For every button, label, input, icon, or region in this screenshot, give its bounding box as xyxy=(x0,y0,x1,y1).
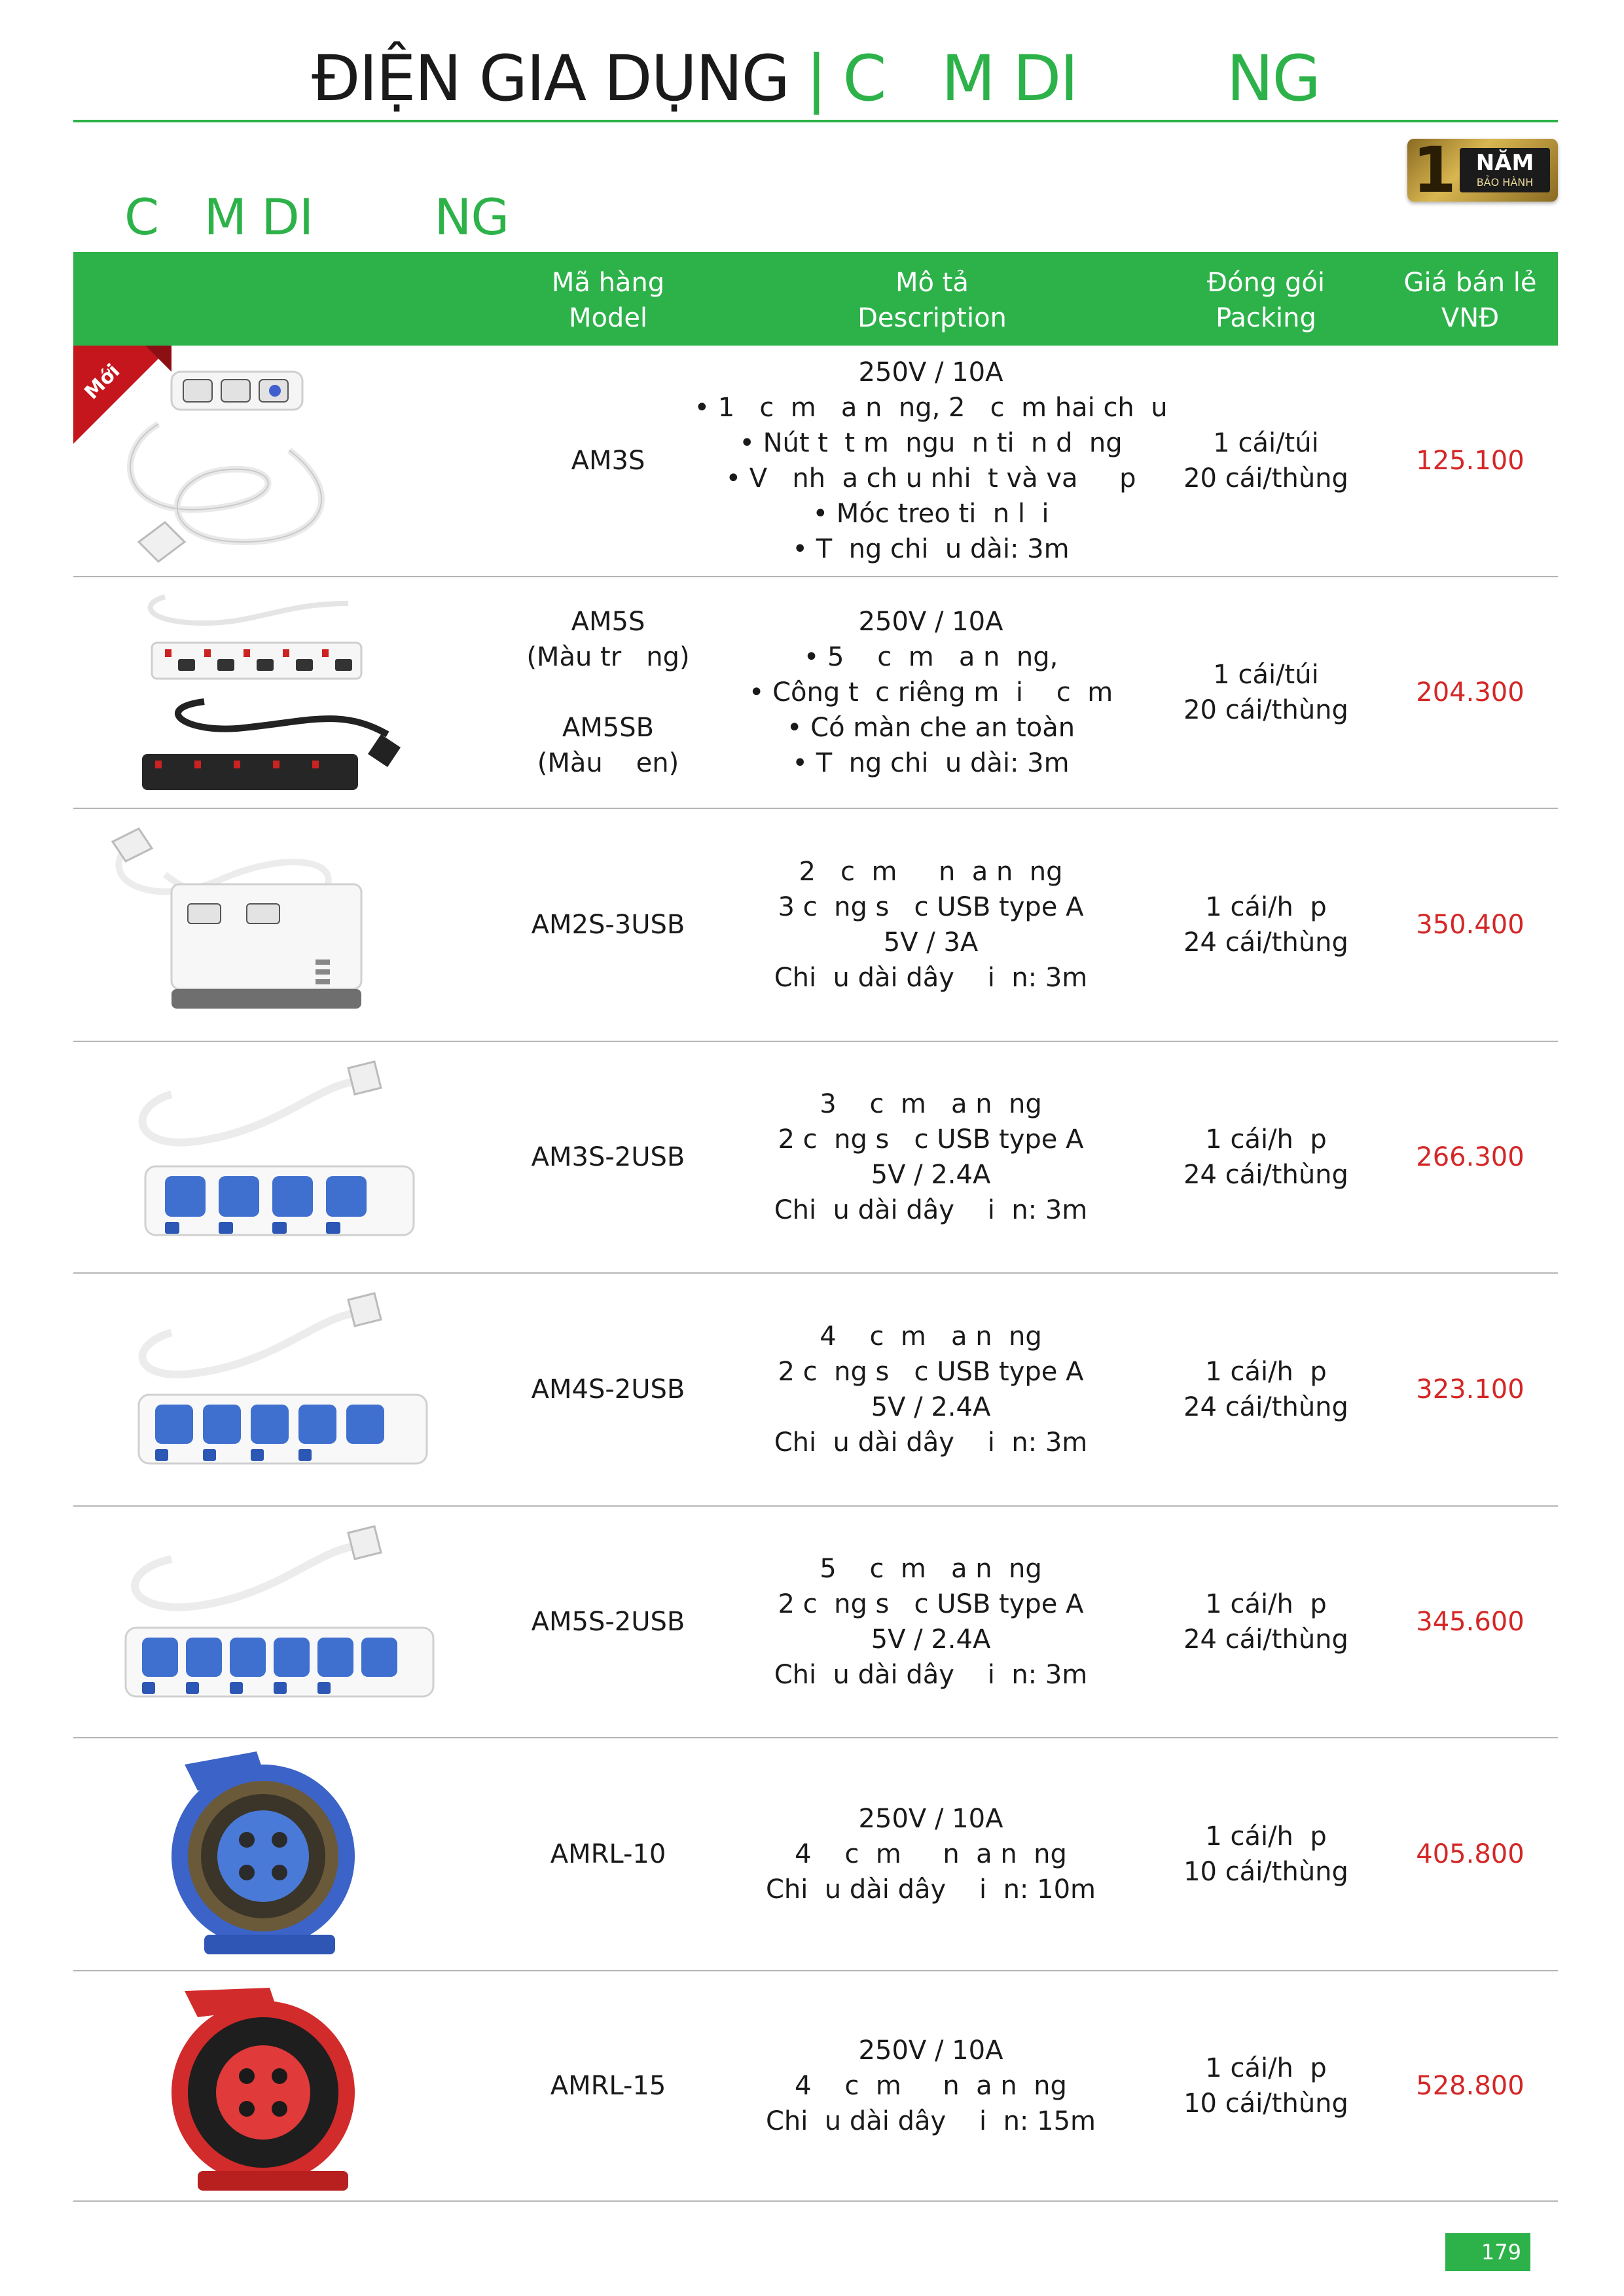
table-row xyxy=(73,1971,1558,2202)
product-price: 204.300 xyxy=(1416,677,1525,708)
section-title: C M DI NG xyxy=(124,188,509,246)
product-model: AM5S (Màu tr ng) AM5SB (Màu en) xyxy=(526,607,690,778)
warranty-number: 1 xyxy=(1413,134,1456,207)
product-model: AM2S-3USB xyxy=(531,910,685,940)
product-packing: 1 cái/túi 20 cái/thùng xyxy=(1183,428,1348,493)
product-model: AM5S-2USB xyxy=(531,1607,685,1637)
table-row xyxy=(73,577,1558,809)
product-price: 345.600 xyxy=(1416,1607,1525,1637)
product-model: AMRL-10 xyxy=(550,1839,666,1869)
product-price: 266.300 xyxy=(1416,1142,1525,1172)
product-price: 350.400 xyxy=(1416,910,1525,940)
product-packing: 1 cái/h p 24 cái/thùng xyxy=(1183,1589,1348,1655)
power-strip-image xyxy=(73,1274,440,1505)
product-description: 250V / 10A • 1 c m a n ng, 2 c m hai ch u • Nút t t m ngu n ti n d ng • V nh a ch u nhi t và va p • Móc treo ti n l i • T ng chi u dài: 3m xyxy=(694,357,1168,564)
product-description: 5 c m a n ng 2 c ng s c USB type A 5V / 2.4A Chi u dài dây i n: 3m xyxy=(774,1554,1088,1690)
product-description: 250V / 10A 4 c m n a n ng Chi u dài dây i n: 15m xyxy=(765,2036,1096,2136)
page-number: 179 xyxy=(1445,2233,1530,2271)
product-model: AM4S-2USB xyxy=(531,1374,685,1405)
product-packing: 1 cái/h p 10 cái/thùng xyxy=(1183,2053,1348,2119)
product-image xyxy=(73,1971,440,2200)
column-header-price: Giá bán lẻ VNĐ xyxy=(1403,268,1537,333)
page-title-separator: | xyxy=(806,42,826,115)
product-packing: 1 cái/túi 20 cái/thùng xyxy=(1183,660,1348,725)
product-description: 2 c m n a n ng 3 c ng s c USB type A 5V / 3A Chi u dài dây i n: 3m xyxy=(774,857,1088,993)
warranty-unit: NĂM xyxy=(1475,150,1534,176)
page-title xyxy=(73,39,1558,118)
header-divider xyxy=(73,120,1558,122)
product-model: AM3S xyxy=(571,446,645,476)
product-image xyxy=(73,577,440,808)
product-price: 405.800 xyxy=(1416,1839,1525,1869)
product-packing: 1 cái/h p 24 cái/thùng xyxy=(1183,892,1348,958)
product-description: 250V / 10A • 5 c m a n ng, • Công t c riêng m i c m • Có màn che an toàn • T ng chi u dài: 3m xyxy=(748,607,1113,778)
product-image xyxy=(73,1507,440,1737)
power-strip-image xyxy=(73,1042,440,1272)
warranty-badge xyxy=(1407,134,1558,207)
power-strip-image xyxy=(73,1507,440,1737)
page-header xyxy=(73,26,1558,124)
power-strip-image xyxy=(73,346,440,576)
cable-reel-image xyxy=(73,1738,440,1970)
product-description: 250V / 10A 4 c m n a n ng Chi u dài dây i n: 10m xyxy=(765,1804,1096,1905)
product-price: 323.100 xyxy=(1416,1374,1525,1405)
table-row xyxy=(73,1738,1558,1971)
product-packing: 1 cái/h p 10 cái/thùng xyxy=(1183,1821,1348,1887)
product-description: 3 c m a n ng 2 c ng s c USB type A 5V / 2.4A Chi u dài dây i n: 3m xyxy=(774,1089,1088,1225)
product-packing: 1 cái/h p 24 cái/thùng xyxy=(1183,1124,1348,1190)
product-description: 4 c m a n ng 2 c ng s c USB type A 5V / 2.4A Chi u dài dây i n: 3m xyxy=(774,1321,1088,1458)
page-title-category: C M DI NG xyxy=(842,42,1320,115)
column-header-packing: Đóng gói Packing xyxy=(1207,268,1325,333)
cable-reel-image xyxy=(73,1971,440,2200)
product-image xyxy=(73,809,440,1041)
product-image xyxy=(73,1274,440,1505)
table-row xyxy=(73,346,1558,577)
product-image xyxy=(73,346,440,576)
table-row xyxy=(73,1274,1558,1507)
column-header-model: Mã hàng Model xyxy=(551,268,665,333)
power-strip-image xyxy=(73,809,440,1041)
product-price: 125.100 xyxy=(1416,446,1525,476)
table-row xyxy=(73,809,1558,1042)
table-header xyxy=(73,252,1558,346)
product-model: AM3S-2USB xyxy=(531,1142,685,1172)
power-strip-image xyxy=(73,577,440,808)
product-image xyxy=(73,1042,440,1272)
table-row xyxy=(73,1042,1558,1274)
column-header-description: Mô tả Description xyxy=(857,268,1007,333)
warranty-label: BẢO HÀNH xyxy=(1476,176,1534,188)
table-row xyxy=(73,1507,1558,1738)
product-image xyxy=(73,1738,440,1970)
warranty-label-box xyxy=(1460,148,1550,192)
new-badge: Mới xyxy=(80,359,125,404)
product-packing: 1 cái/h p 24 cái/thùng xyxy=(1183,1357,1348,1422)
product-price: 528.800 xyxy=(1416,2071,1525,2101)
page-title-main: ĐIỆN GIA DỤNG xyxy=(312,42,789,115)
product-model: AMRL-15 xyxy=(550,2071,666,2101)
